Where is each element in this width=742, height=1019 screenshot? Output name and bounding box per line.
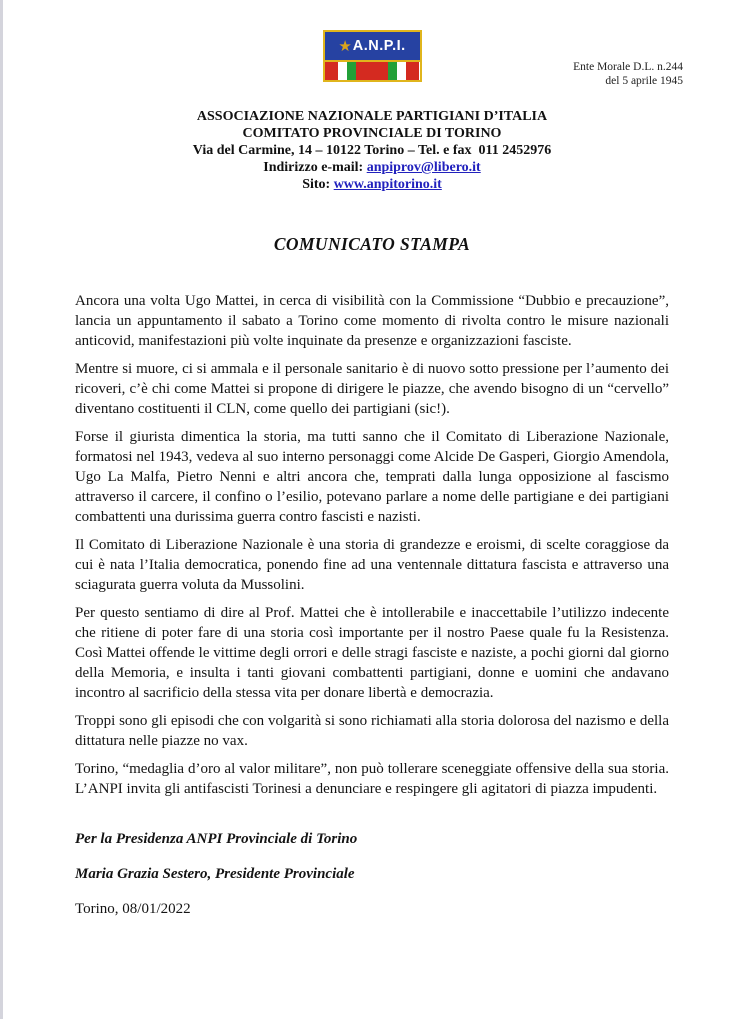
ribbon-stripe-green [388,62,397,80]
ribbon-stripe-red [356,62,388,80]
paragraph-7: Torino, “medaglia d’oro al valor militare”, non può tollerare sceneggiate offensive della sua storia. L’ANPI invita gli antifascisti Torinesi a denunciare e respingere gli agitatori di piazza impudenti. [75,761,669,797]
paragraph-4: Il Comitato di Liberazione Nazionale è una storia di grandezze e eroismi, di scelte coraggiose da cui è nata l’Italia democratica, ponendo fine ad una ventennale dittatura fascista e attraverso una sciagurata guerra voluta da Mussolini. [75,537,669,593]
tricolor-ribbon-icon [323,61,422,82]
org-header [75,108,669,193]
ente-morale-line2: del 5 aprile 1945 [605,75,683,87]
dateline: Torino, 08/01/2022 [75,901,191,917]
ribbon-stripe-red [325,62,338,80]
site-link[interactable]: www.anpitorino.it [333,177,442,192]
signature-block [75,829,669,884]
paragraph-2: Mentre si muore, ci si ammala e il personale sanitario è di nuovo sotto pressione per l’aumento dei ricoveri, c’è chi come Mattei si propone di dirigere le piazze, che avendo bisogno di un “cervello” diventano costituenti il CLN, come quello dei partigiani (sic!). [75,361,669,417]
email-link[interactable]: anpiprov@libero.it [366,160,481,175]
signature-presidency: Per la Presidenza ANPI Provinciale di Torino [75,831,358,847]
paragraph-6: Troppi sono gli episodi che con volgarità si sono richiamati alla storia dolorosa del nazismo e della dittatura nelle piazze no vax. [75,713,669,749]
ente-morale-line1: Ente Morale D.L. n.244 [573,61,683,73]
ribbon-stripe-red [406,62,419,80]
ribbon-stripe-green [347,62,356,80]
org-address: Via del Carmine, 14 – 10122 Torino – Tel. e fax 011 2452976 [192,143,552,158]
anpi-logo [323,30,422,82]
paragraph-1: Ancora una volta Ugo Mattei, in cerca di visibilità con la Commissione “Dubbio e precauzione”, lancia un appuntamento il sabato a Torino come momento di rivolta contro le misure nazionali anticovid, manifestazioni più volte inquinate da presenze e organizzazioni fasciste. [75,293,669,349]
org-committee: COMITATO PROVINCIALE DI TORINO [242,126,502,141]
ente-morale-note [573,60,683,88]
email-label: Indirizzo e-mail: [263,160,367,175]
signature-president-name: Maria Grazia Sestero, Presidente Provinciale [75,866,355,882]
paragraph-3: Forse il giurista dimentica la storia, ma tutti sanno che il Comitato di Liberazione Nazionale, formatosi nel 1943, vedeva al suo interno personaggi come Alcide De Gasperi, Giorgio Amendola, Ugo La Malfa, Pietro Nenni e altri ancora che, temprati dalla lunga opposizione al fascismo attraverso il carcere, il confino o l’esilio, potevano parlare a nome delle partigiane e dei partigiani combattenti una durissima guerra contro fascisti e nazisti. [75,429,669,525]
org-site-line [75,176,669,193]
org-name: ASSOCIAZIONE NAZIONALE PARTIGIANI D’ITALIA [196,109,548,124]
press-release-title: COMUNICATO STAMPA [273,234,471,254]
ribbon-stripe-white [338,62,347,80]
anpi-logo-acronym: A.N.P.I. [352,38,406,54]
anpi-logo-band [323,30,422,61]
press-release-body [75,291,669,799]
document-topbar [75,30,683,87]
site-label: Sito: [302,177,334,192]
paragraph-5: Per questo sentiamo di dire al Prof. Mattei che è intollerabile e inaccettabile l’utilizzo indecente che ritiene di poter fare di una storia così importante per il nostro Paese quale fu la Resistenza. Così Mattei offende le vittime degli orrori e delle stragi fasciste e naziste, a pochi giorni dal giorno della Memoria, e insulta i tanti giovani combattenti partigiani, donne e uomini che andavano incontro al sacrificio della stessa vita per donare libertà e democrazia. [75,605,669,701]
star-icon: ★ [338,36,352,55]
org-email-line [75,159,669,176]
ribbon-stripe-white [397,62,406,80]
